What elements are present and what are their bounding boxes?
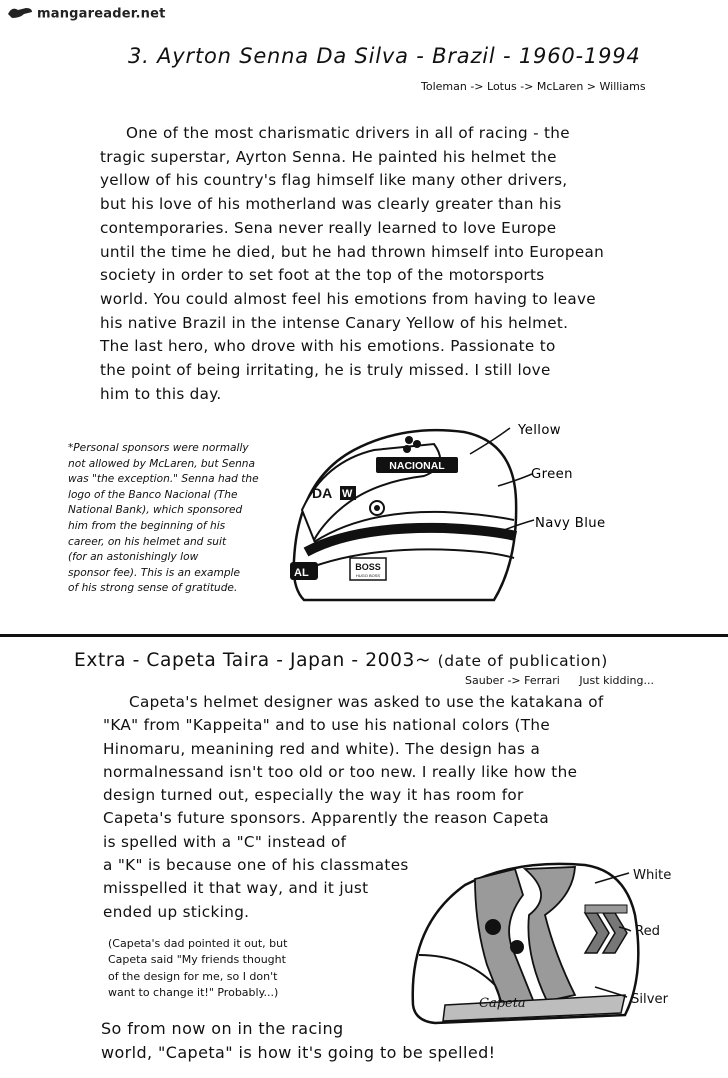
senna-footnote — [68, 441, 304, 597]
closing-line: world, "Capeta" is how it's going to be spelled! — [101, 1043, 496, 1062]
footnote-line: was "the exception." Senna had the — [68, 473, 259, 486]
senna-line: society in order to set foot at the top of the motorsports — [100, 266, 545, 285]
senna-line: until the time he died, but he had thrown himself into European — [100, 242, 605, 261]
senna-line: One of the most charismatic drivers in all of racing - the — [126, 124, 570, 142]
capeta-aside — [108, 936, 287, 1002]
senna-line: tragic superstar, Ayrton Senna. He painted his helmet the — [100, 147, 557, 166]
boss-small-text: HUGO BOSS — [355, 573, 381, 578]
capeta-line: misspelled it that way, and it just — [103, 879, 369, 898]
capeta-line: Capeta's helmet designer was asked to use the katakana of — [129, 693, 604, 711]
capeta-helmet-illustration — [405, 855, 705, 1030]
footnote-line: sponsor fee). This is an example — [68, 566, 240, 579]
aside-line: of the design for me, so I don't — [108, 969, 278, 983]
boss-text: BOSS — [355, 562, 381, 572]
capeta-line: design turned out, especially the way it has room for — [103, 786, 524, 805]
capeta-teams-text: Sauber -> Ferrari — [465, 674, 560, 687]
capeta-line: a "K" is because one of his classmates — [103, 856, 409, 875]
capeta-line: Hinomaru, meanining red and white). The design has a — [103, 739, 541, 758]
senna-line: world. You could almost feel his emotions from having to leave — [100, 289, 596, 308]
footnote-line: logo of the Banco Nacional (The — [68, 488, 238, 501]
senna-line: yellow of his country's flag himself like many other drivers, — [100, 171, 568, 190]
closing-line: So from now on in the racing — [101, 1019, 344, 1038]
al-text: AL — [294, 567, 309, 579]
senna-line: the point of being irritating, he is truly missed. I still love — [100, 361, 551, 380]
capeta-line: "KA" from "Kappeita" and to use his national colors (The — [103, 716, 551, 735]
watermark — [6, 4, 166, 24]
senna-line: him to this day. — [100, 384, 222, 403]
footnote-line: not allowed by McLaren, but Senna — [68, 457, 256, 470]
footnote-line: *Personal sponsors were normally — [68, 442, 249, 454]
footnote-line: of his strong sense of gratitude. — [68, 582, 238, 595]
capeta-name-text: Capeta — [479, 996, 526, 1011]
capeta-line: is spelled with a "C" instead of — [103, 832, 347, 851]
da-text: DA — [312, 485, 333, 501]
aside-line: (Capeta's dad pointed it out, but — [108, 937, 288, 950]
hand-icon — [6, 4, 34, 24]
capeta-line: normalnessand isn't too old or too new. I really like how the — [103, 762, 578, 781]
footnote-line: (for an astonishingly low — [68, 551, 199, 564]
senna-paragraph — [100, 122, 660, 406]
label-white: White — [633, 868, 672, 883]
section-divider — [0, 634, 728, 637]
senna-helmet-illustration — [284, 410, 664, 615]
capeta-heading-suffix: (date of publication) — [437, 652, 608, 670]
senna-line: but his love of his motherland was clearly greater than his — [100, 195, 562, 214]
footnote-line: National Bank), which sponsored — [68, 504, 243, 517]
capeta-line: Capeta's future sponsors. Apparently the reason Capeta — [103, 809, 550, 828]
senna-line: The last hero, who drove with his emotions. Passionate to — [100, 337, 556, 356]
w-text: W — [342, 488, 353, 500]
label-red: Red — [635, 924, 661, 939]
label-green: Green — [531, 467, 573, 482]
label-navy-blue: Navy Blue — [535, 516, 606, 531]
watermark-text: mangareader.net — [37, 6, 166, 22]
senna-line: contemporaries. Sena never really learned to love Europe — [100, 218, 557, 237]
capeta-heading-main: Extra - Capeta Taira - Japan - 2003~ — [74, 650, 432, 671]
visor-pivot — [485, 919, 501, 935]
aside-line: Capeta said "My friends thought — [108, 953, 286, 967]
silver-panel-side — [585, 905, 627, 913]
label-yellow: Yellow — [518, 423, 561, 438]
capeta-heading — [74, 650, 608, 671]
senna-heading: 3. Ayrton Senna Da Silva - Brazil - 1960-1994 — [128, 44, 641, 68]
visor-pivot-inner — [374, 505, 380, 511]
capeta-line: ended up sticking. — [103, 902, 250, 921]
nacional-text: NACIONAL — [389, 460, 445, 472]
capeta-joke: Just kidding... — [579, 674, 654, 687]
footnote-line: career, on his helmet and suit — [68, 535, 227, 548]
footnote-line: him from the beginning of his — [68, 519, 226, 532]
capeta-teams — [465, 674, 654, 687]
visor-pivot-2 — [510, 940, 524, 954]
senna-line: his native Brazil in the intense Canary Yellow of his helmet. — [100, 313, 569, 332]
senna-teams: Toleman -> Lotus -> McLaren > Williams — [421, 80, 646, 93]
label-silver: Silver — [631, 992, 669, 1007]
aside-line: want to change it!" Probably...) — [108, 986, 279, 1000]
